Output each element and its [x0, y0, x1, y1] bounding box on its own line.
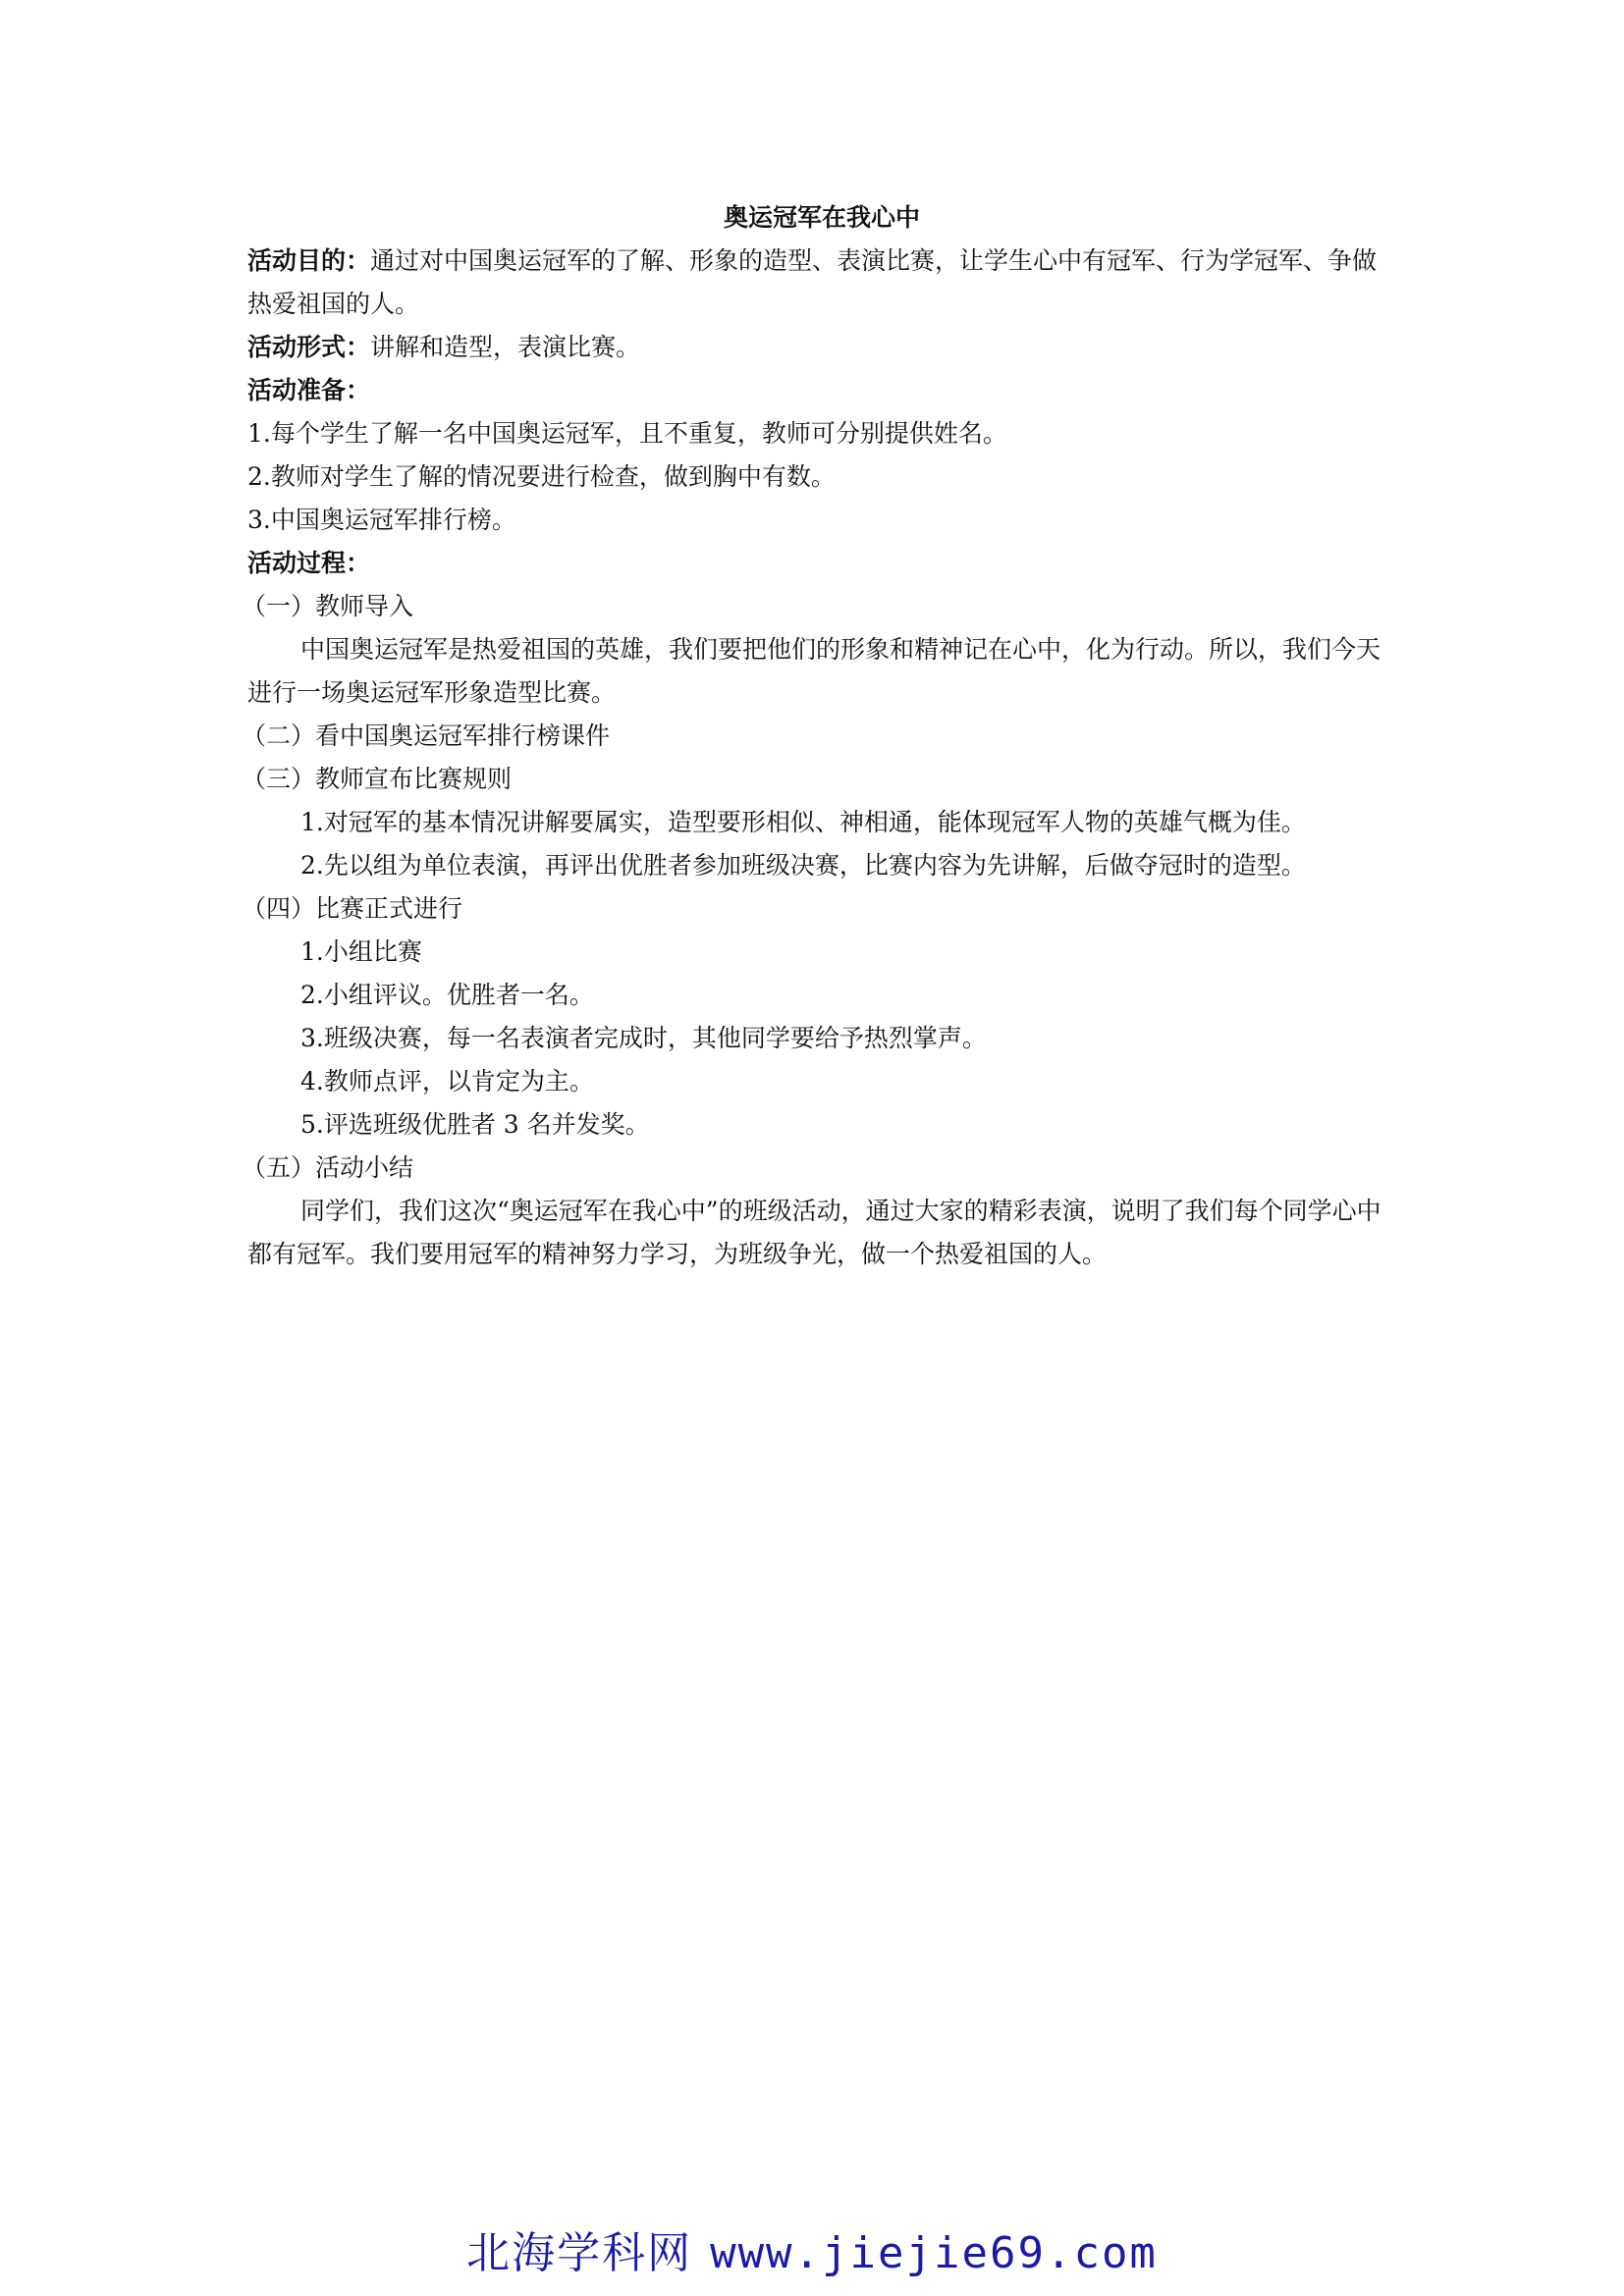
footer-url-link[interactable]: www.jiejie69.com [710, 2228, 1158, 2278]
contest-step-4: 4.教师点评，以肯定为主。 [300, 1067, 594, 1095]
process-label: 活动过程： [247, 549, 371, 577]
prep-item-1: 1.每个学生了解一名中国奥运冠军，且不重复，教师可分别提供姓名。 [247, 419, 1007, 448]
form-text: 讲解和造型，表演比赛。 [370, 333, 641, 361]
form-paragraph [247, 326, 1396, 369]
form-label: 活动形式： [247, 333, 371, 361]
section-5-heading: （五）活动小结 [242, 1153, 414, 1182]
document-title: 奥运冠军在我心中 [723, 203, 920, 232]
rule-item-2: 2.先以组为单位表演，再评出优胜者参加班级决赛，比赛内容为先讲解，后做夺冠时的造型。 [300, 851, 1306, 880]
section-4-heading: （四）比赛正式进行 [242, 894, 463, 923]
prep-label: 活动准备： [247, 376, 371, 404]
section-5-paragraph: 同学们，我们这次“奥运冠军在我心中”的班级活动，通过大家的精彩表演，说明了我们每个同学心中都有冠军。我们要用冠军的精神努力学习，为班级争光，做一个热爱祖国的人。 [247, 1197, 1381, 1268]
contest-step-1: 1.小组比赛 [300, 937, 422, 966]
footer-site-name: 北海学科网 [466, 2228, 693, 2278]
document-page [242, 196, 1396, 1276]
contest-step-2: 2.小组评议。优胜者一名。 [300, 981, 594, 1009]
contest-step-5: 5.评选班级优胜者 3 名并发奖。 [300, 1110, 650, 1139]
contest-step-3: 3.班级决赛，每一名表演者完成时，其他同学要给予热烈掌声。 [300, 1024, 987, 1052]
section-1-heading: （一）教师导入 [242, 592, 414, 620]
section-3-heading: （三）教师宣布比赛规则 [242, 765, 513, 793]
purpose-text: 通过对中国奥运冠军的了解、形象的造型、表演比赛，让学生心中有冠军、行为学冠军、争做热爱祖国的人。 [247, 246, 1378, 318]
rule-item-1: 1.对冠军的基本情况讲解要属实，造型要形相似、神相通，能体现冠军人物的英雄气概为佳。 [300, 808, 1306, 836]
footer-watermark [0, 2226, 1624, 2281]
section-1-paragraph: 中国奥运冠军是热爱祖国的英雄，我们要把他们的形象和精神记在心中，化为行动。所以，我们今天进行一场奥运冠军形象造型比赛。 [247, 635, 1381, 707]
section-2-heading: （二）看中国奥运冠军排行榜课件 [242, 721, 611, 750]
purpose-label: 活动目的： [247, 246, 371, 275]
prep-item-3: 3.中国奥运冠军排行榜。 [247, 506, 516, 534]
prep-item-2: 2.教师对学生了解的情况要进行检查，做到胸中有数。 [247, 462, 836, 491]
purpose-paragraph [247, 240, 1396, 326]
